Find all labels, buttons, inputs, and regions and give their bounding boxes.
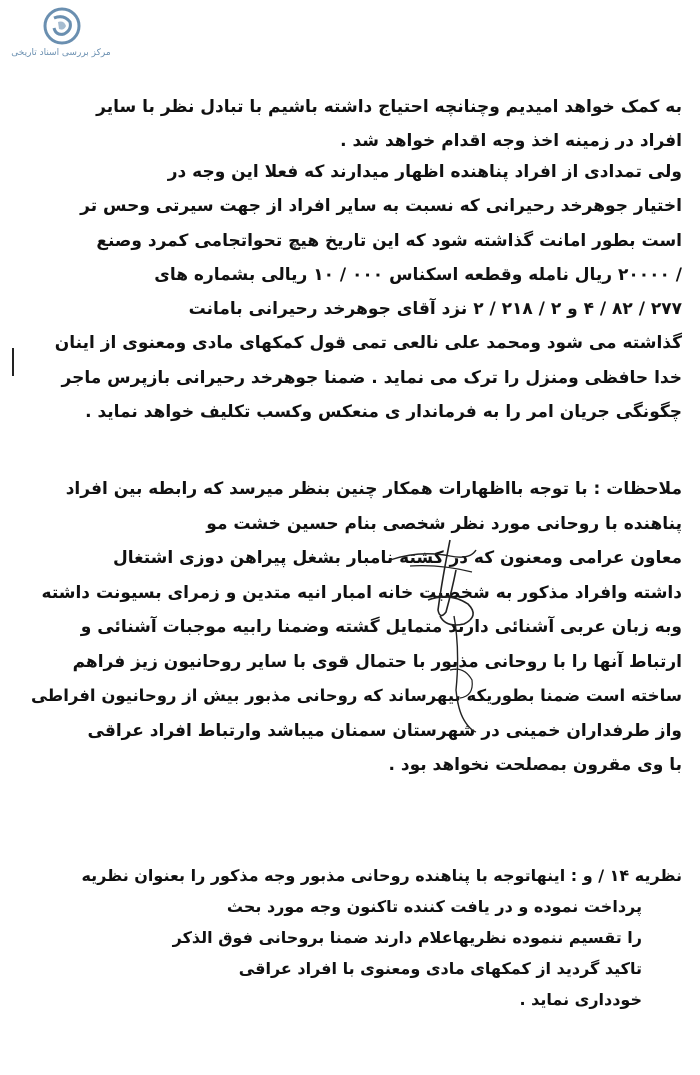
- text-line: معاون عرامی ومعنون که در کشته نامبار بشغل پیراهن دوزی اشتغال: [113, 548, 682, 568]
- margin-mark: [12, 348, 14, 376]
- text-line: خدا حافظی ومنزل را ترک می نماید . ضمنا جوهرخد رحیرانی بازپرس ماجر: [61, 367, 682, 388]
- paragraph-opinion: [18, 860, 682, 1015]
- text-line: وبه زبان عربی آشنائی دارند متمایل گشته وضمنا رابیه موجبات آشنائی و: [80, 617, 682, 637]
- text-line: ساخته است ضمنا بطوریکه بیهرساند که روحانی مذبور بیش از روحانیون افراطی: [30, 686, 682, 705]
- paragraph-observations: [18, 472, 682, 783]
- text-line: ملاحظات : با توجه بااظهارات همکار چنین بنظر میرسد که رابطه بین افراد: [65, 479, 682, 499]
- text-line: گذاشته می شود ومحمد علی نالعی تمی قول کمکهای مادی ومعنوی از اینان: [54, 333, 682, 354]
- text-line: نظریه ۱۴ / و : اینهاتوجه با پناهنده روحانی مذبور وجه مذکور را بعنوان نظریه: [81, 866, 682, 885]
- handwritten-signature: [380, 520, 550, 750]
- paragraph-2: [18, 155, 682, 429]
- text-line: ولی تمدادی از افراد پناهنده اظهار میدارند که فعلا این وجه در: [167, 162, 682, 182]
- text-line: ارتباط آنها را با روحانی مذبور با حتمال قوی با سایر روحانیون زیز فراهم: [72, 651, 682, 672]
- text-line: ۲۷۷ / ۸۲ / ۴ و ۲ / ۲۱۸ / ۲ نزد آقای جوهرخد رحیرانی بامانت: [188, 299, 682, 320]
- archive-center-logo-icon: [42, 6, 82, 46]
- text-line: چگونگی جریان امر را به فرماندار ی منعکس وکسب تکلیف خواهد نماید .: [85, 402, 682, 423]
- text-line: تاکید گردید از کمکهای مادی ومعنوی با افراد عراقی: [238, 959, 642, 978]
- text-line: به کمک خواهد امیدیم وچنانچه احتیاج داشته باشیم با تبادل نظر با سایر: [96, 97, 682, 117]
- text-line: داشته وافراد مذکور به شخصیت خانه امبار انیه متدین و زمرای بسیونت داشته: [41, 582, 682, 603]
- text-line: را تقسیم ننموده نظریهاعلام دارند ضمنا بروحانی فوق الذکر: [172, 928, 642, 947]
- text-line: / ۲۰۰۰۰ ریال نامله وقطعه اسکناس ۰۰۰ / ۱۰ ریالی بشماره های: [154, 264, 682, 285]
- paragraph-1: [18, 90, 682, 158]
- text-line: افراد در زمینه اخذ وجه اقدام خواهد شد .: [340, 131, 682, 151]
- watermark: [6, 6, 116, 66]
- text-line: است بطور امانت گذاشته شود که این تاریخ هیچ تحواتجامی کمرد وصنع: [96, 230, 682, 251]
- text-line: خودداری نماید .: [519, 990, 642, 1009]
- text-line: واز طرفداران خمینی در شهرستان سمنان میباشد وارتباط افراد عراقی: [87, 720, 682, 741]
- text-line: پناهنده با روحانی مورد نظر شخصی بنام حسین خشت مو: [206, 513, 682, 534]
- text-line: با وی مقرون بمصلحت نخواهد بود .: [388, 755, 682, 775]
- text-line: پرداخت نموده و در یافت کننده تاکنون وجه مورد بحث: [226, 897, 642, 916]
- watermark-text: مرکز بررسی اسناد تاریخی: [11, 48, 111, 58]
- text-line: اختیار جوهرخد رحیرانی که نسبت به سایر افراد از جهت سیرتی وحس تر: [80, 196, 682, 217]
